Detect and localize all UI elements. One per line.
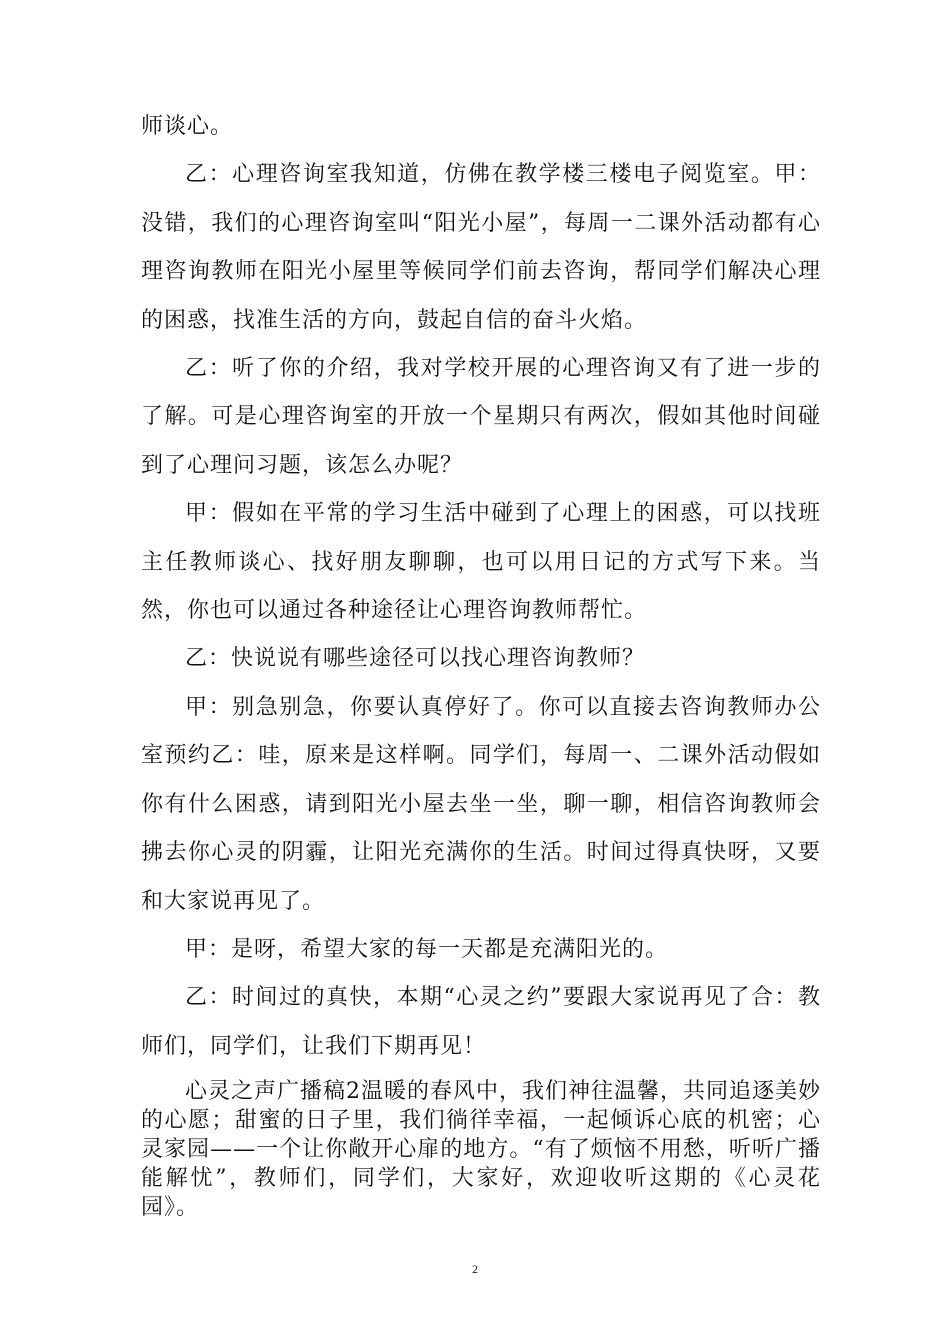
paragraph-dialogue: 乙：时间过的真快，本期“心灵之约”要跟大家说再见了合：教师们，同学们，让我们下期再见！ (141, 985, 821, 1059)
paragraph-dialogue: 乙：快说说有哪些途径可以找心理咨询教师？ (185, 646, 646, 672)
paragraph-dialogue: 乙：心理咨询室我知道，仿佛在教学楼三楼电子阅览室。甲：没错，我们的心理咨询室叫“阳光小屋”，每周一二课外活动都有心理咨询教师在阳光小屋里等候同学们前去咨询，帮同学们解决心理的困惑，找准生活的方向，鼓起自信的奋斗火焰。 (141, 162, 821, 333)
paragraph-continuation: 师谈心。 (141, 114, 234, 139)
paragraph-broadcast-intro: 心灵之声广播稿2温暖的春风中，我们神往温馨，共同追逐美妙的心愿；甜蜜的日子里，我们徜徉幸福，一起倾诉心底的机密；心灵家园——一个让你敞开心扉的地方。“有了烦恼不用愁，听听广播能解忧”，教师们，同学们，大家好，欢迎收听这期的《心灵花园》。 (141, 1079, 821, 1221)
paragraph-dialogue: 乙：听了你的介绍，我对学校开展的心理咨询又有了进一步的了解。可是心理咨询室的开放一个星期只有两次，假如其他时间碰到了心理问习题，该怎么办呢？ (141, 356, 821, 478)
page-number: 2 (472, 1262, 478, 1276)
document-body (141, 103, 821, 1222)
paragraph-dialogue: 甲：假如在平常的学习生活中碰到了心理上的困惑，可以找班主任教师谈心、找好朋友聊聊，也可以用日记的方式写下来。当然，你也可以通过各种途径让心理咨询教师帮忙。 (141, 501, 821, 624)
paragraph-dialogue: 甲：是呀，希望大家的每一天都是充满阳光的。 (185, 936, 669, 962)
paragraph-dialogue: 甲：别急别急，你要认真停好了。你可以直接去咨询教师办公室预约乙：哇，原来是这样啊。同学们，每周一、二课外活动假如你有什么困惑，请到阳光小屋去坐一坐，聊一聊，相信咨询教师会拂去你心灵的阴霾，让阳光充满你的生活。时间过得真快呀，又要和大家说再见了。 (141, 694, 821, 914)
